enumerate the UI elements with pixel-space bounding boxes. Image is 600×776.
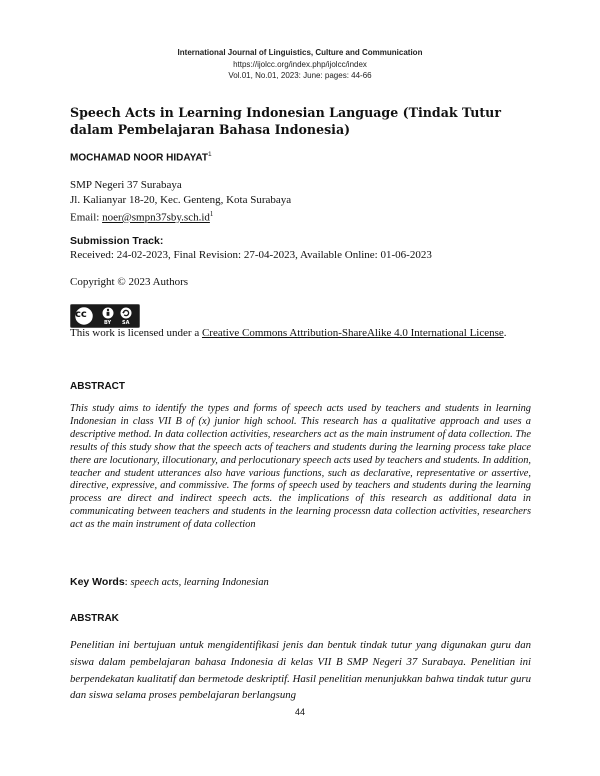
keywords-value: speech acts, learning Indonesian — [130, 577, 269, 588]
author-name-text: MOCHAMAD NOOR HIDAYAT — [70, 152, 208, 164]
license-link[interactable]: Creative Commons Attribution-ShareAlike 4.0 International License — [201, 327, 504, 339]
abstrak-heading: ABSTRAK — [70, 613, 119, 624]
keywords-line: Key Words: speech acts, learning Indonesian — [70, 576, 269, 588]
author-sup: 1 — [207, 151, 212, 158]
cc-by-sa-badge-icon[interactable] — [70, 304, 140, 328]
submission-dates: Received: 24-02-2023, Final Revision: 27-04-2023, Available Online: 01-06-2023 — [70, 249, 432, 261]
email-label: Email: — [70, 211, 103, 224]
affiliation-school: SMP Negeri 37 Surabaya — [70, 179, 182, 191]
page-number: 44 — [294, 707, 305, 717]
cc-sa-text: SA — [122, 320, 130, 326]
license-suffix: . — [503, 327, 507, 339]
journal-name: International Journal of Linguistics, Culture and Communication — [177, 48, 423, 57]
author-name — [70, 151, 212, 163]
cc-text: cc — [75, 309, 87, 320]
submission-heading: Submission Track: — [70, 235, 164, 247]
abstract-heading: ABSTRACT — [70, 381, 125, 392]
email-link[interactable]: noer@smpn37sby.sch.id — [102, 211, 210, 224]
paper-title: Speech Acts in Learning Indonesian Language (Tindak Tutur dalam Pembelajaran Bahasa Indonesia) — [70, 105, 501, 137]
affiliation-address: Jl. Kalianyar 18-20, Kec. Genteng, Kota Surabaya — [70, 193, 292, 206]
journal-volume: Vol.01, No.01, 2023: June: pages: 44-66 — [228, 71, 372, 80]
abstract-text: This study aims to identify the types and forms of speech acts used by teachers and students in learning Indonesian in class VII B of (x) junior high school. This research has a qualitative approach and uses a descriptive method. In data collection activities, researchers act as the main instrument of data collection. The results of this study show that the speech acts of teachers and students during the learning process take place there are locutionary, illocutionary, and perlocutionary speech acts used by teachers and students. In addition, teacher and student utterances also have various functions, such as declarative, representative or assertive, directive, expressive, and commissive. The forms of speech used by teachers and students during the learning process are direct and indirect speech acts. the implications of this research as additional data in communicating between teachers and students in the learning processn data collection activities, researchers act as the main instrument of data collection — [70, 403, 531, 531]
journal-header — [0, 47, 600, 82]
affiliation — [70, 178, 291, 225]
cc-by-text: BY — [104, 320, 112, 326]
copyright-line: Copyright © 2023 Authors — [70, 276, 189, 288]
license-prefix: This work is licensed under a — [70, 327, 202, 339]
affiliation-email-line — [70, 207, 291, 225]
email-sup: 1 — [209, 210, 214, 218]
license-statement — [70, 326, 520, 341]
abstrak-text: Penelitian ini bertujuan untuk mengidentifikasi jenis dan bentuk tindak tutur yang digunakan guru dan siswa dalam pembelajaran bahasa Indonesia di kelas VII B SMP Negeri 37 Surabaya. Penelitian ini berpendekatan kualitatif dan bermetode deskriptif. Hasil penelitian menunjukkan bahwa tindak tutur guru dan siswa selama proses pembelajaran berlangsung — [70, 639, 531, 702]
keywords-label: Key Words — [70, 576, 125, 588]
journal-url[interactable]: https://ijolcc.org/index.php/ijolcc/index — [233, 59, 367, 69]
